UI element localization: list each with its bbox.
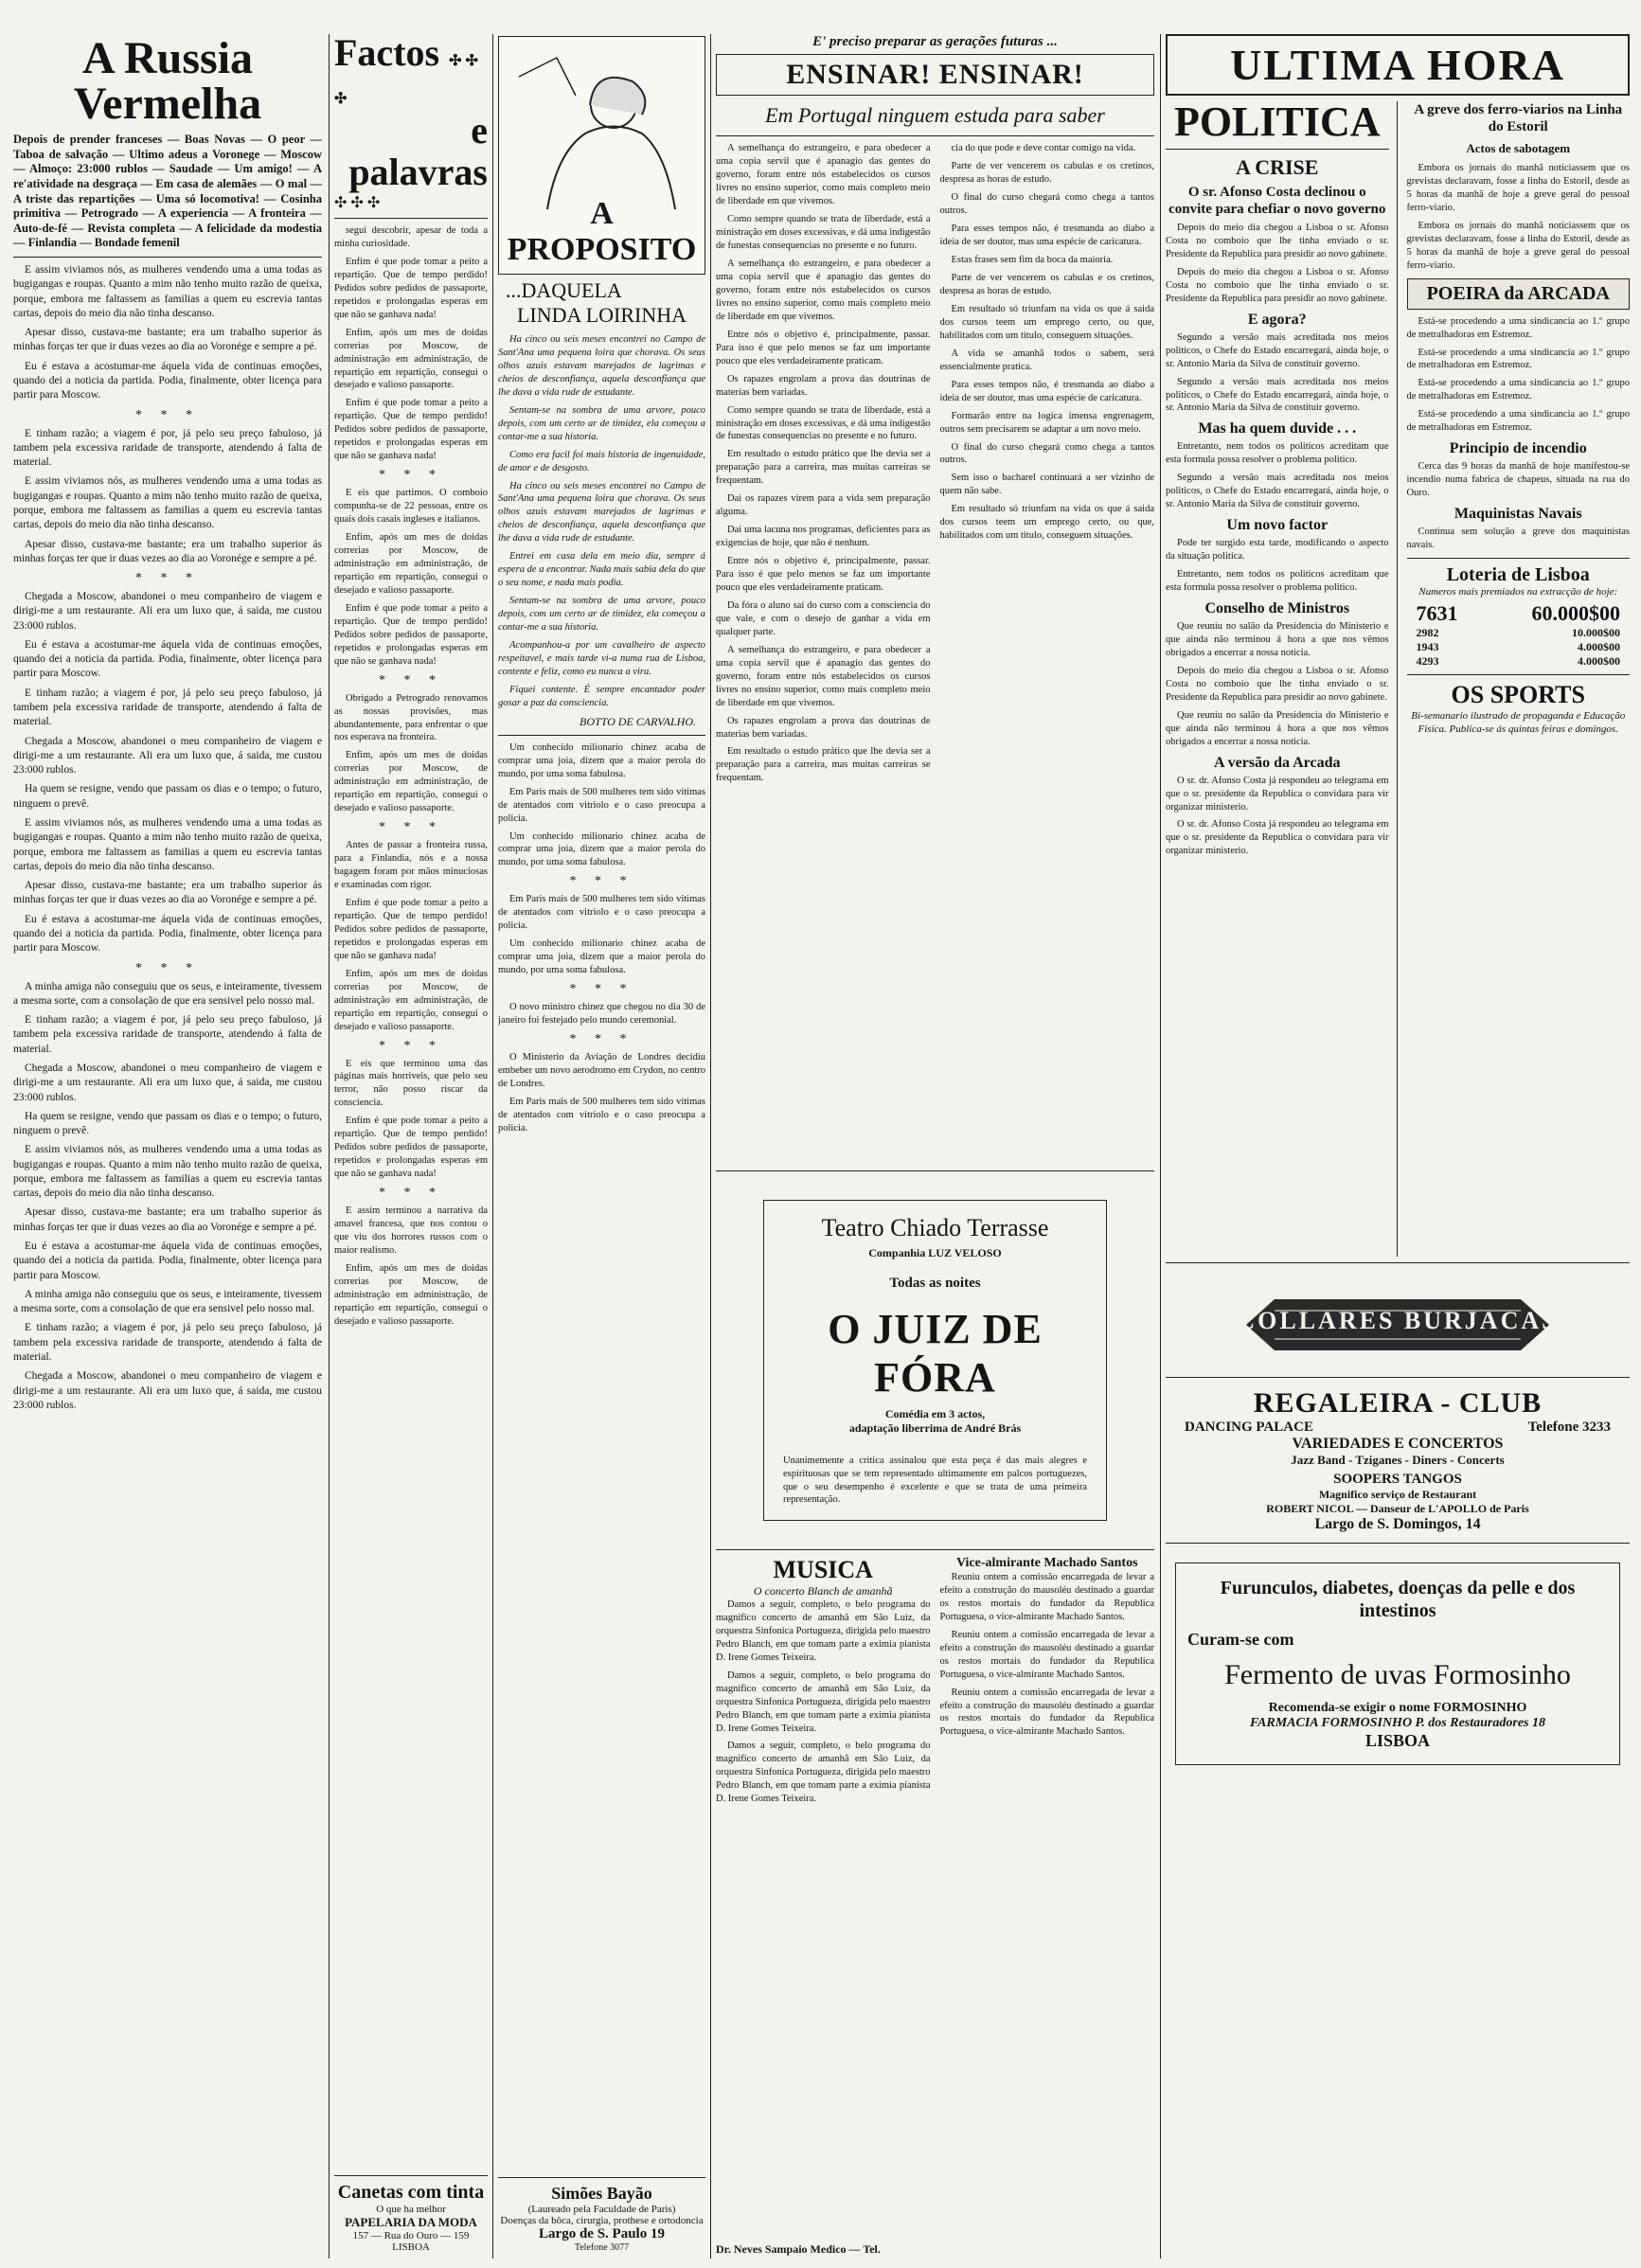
ensinar-body [716, 142, 1154, 1165]
article-paragraph: Está-se procedendo a uma sindicancia ao 1.º grupo de metralhadoras em Estremoz. [1406, 409, 1630, 434]
article-paragraph: Os rapazes engrolam a prova das doutrinas de materias bem variadas. [716, 373, 931, 398]
regaleira-line: Largo de S. Domingos, 14 [1314, 1516, 1481, 1532]
theatre-play: O JUIZ DE FÓRA [828, 1306, 1043, 1402]
doctor-ad: Dr. Neves Sampaio Medico — Tel. [716, 2241, 881, 2259]
regaleira-dancing: DANCING PALACE [1185, 1420, 1313, 1435]
ad-title: Canetas com tinta [337, 2182, 485, 2203]
article-paragraph: O novo ministro chinez que chegou no dia 30 de janeiro foi festejado pelo mundo ceremonial. [498, 1002, 705, 1027]
ad-line: LISBOA [392, 2241, 430, 2253]
theatre-name: Teatro Chiado Terrasse [821, 1214, 1049, 1242]
divider [498, 735, 705, 736]
collares-title: COLLARES BURJACAS [1237, 1307, 1559, 1334]
divider [13, 257, 322, 258]
article-paragraph: Damos a seguir, completo, o belo programa do magnifico concerto de amanhã em São Luiz, da orquestra Sinfonica Portugueza, dirigida pelo maestro Pedro Blanch, em que tomam parte a eximia pianista D. Irene Gomes Teixeira. [716, 1741, 931, 1805]
collares-banner [1237, 1292, 1559, 1358]
theatre-desc: adaptação liberrima de André Brás [848, 1421, 1022, 1436]
article-paragraph: Chegada a Moscow, abandonei o meu companheiro de viagem e dirigi-me a um restaurante. Ali era um luxo que, á saida, me custou 23:000 rublos. [13, 735, 322, 777]
divider [1166, 1262, 1630, 1263]
theatre-desc: Comédia em 3 actos, [884, 1407, 986, 1421]
politica-title: POLITICA [1173, 101, 1381, 145]
article-paragraph: Enfim é que pode tomar a peito a repartição. Que de tempo perdido! Pedidos sobre pedidos de passaporte, repetidos e prolongadas esperas em que não se ganhava nada! [334, 398, 488, 462]
incendio-title: Principio de incendio [1449, 440, 1587, 457]
greve-section [1407, 101, 1631, 1257]
deco-ornament: ✣ ✣ ✣ [334, 195, 381, 211]
article-paragraph: Apesar disso, custava-me bastante; era um trabalho superior ás minhas forças ter que ir duas vezes ao dia ao Voronége e sempre a pé. [13, 880, 322, 906]
article-paragraph: Dai os rapazes virem para a vida sem preparação alguma. [716, 493, 931, 518]
theatre-ad [763, 1200, 1107, 1521]
article-paragraph: Estas frases sem fim da boca da maioria. [951, 255, 1114, 266]
article-paragraph: Reuniu ontem a comissão encarregada de levar a efeito a construção do mausoléu destinado a guardar os restos mortais do fundador da Republica Portuguesa, o vice-almirante Machado Santos. [939, 1629, 1154, 1680]
article-paragraph: Chegada a Moscow, abandonei o meu companheiro de viagem e dirigi-me a um restaurante. Ali era um luxo que, á saida, me custou 23:000 rublos. [13, 591, 322, 632]
musica-title: MUSICA [773, 1555, 873, 1583]
article-paragraph: Para esses tempos não, é tresmanda ao diabo a ideia de ser doutor, mas uma espécie de caricatura. [939, 379, 1154, 403]
article-paragraph: O final do curso chegará como chega a tantos outros. [939, 441, 1154, 466]
loteria-prize: 60.000$00 [1531, 601, 1620, 626]
loteria-title: Loteria de Lisboa [1446, 564, 1590, 586]
article-paragraph: E assim viviamos nós, as mulheres vendendo uma a uma todas as bugigangas e roupas. Quanto a mim não tenho muito razão de queixa, porque, embora me faltassem as familias a quem eu escrevia tantas cartas, depois do meio dia não tinha descanso. [13, 817, 322, 872]
sports-title: OS SPORTS [1451, 681, 1585, 709]
article-paragraph: Que reuniu no salão da Presidencia do Ministerio e que ainda não terminou á hora a que nos vêmos obrigados a encerrar a nossa noticia. [1166, 709, 1389, 747]
theatre-company: Companhia LUZ VELOSO [868, 1246, 1002, 1260]
vice-title: Vice-almirante Machado Santos [955, 1555, 1138, 1570]
regaleira-line: VARIEDADES E CONCERTOS [1292, 1436, 1504, 1452]
article-paragraph: Um conhecido milionario chinez acaba de comprar uma joia, dizem que a maior perola do mundo, por uma soma fabulosa. [498, 938, 705, 976]
article-paragraph: Embora os jornais do manhã noticiassem que os grevistas declaravam, fosse a linha do Estoril, desde as 5 horas da manhã de hoje a greve geral do pessoal ferro-viario. [1406, 220, 1630, 271]
article-paragraph: Obrigado a Petrogrado renovamos as nossas provisões, mas abundantemente, para enfrentar o que nos esperava na fronteira. [334, 692, 488, 743]
crise-title: A CRISE [1236, 155, 1319, 179]
article-paragraph: Em resultado o estudo prático que lhe devia ser a preparação para a carreira, mas muitas carreiras se frequentam. [716, 449, 931, 487]
article-paragraph: E assim viviamos nós, as mulheres vendendo uma a uma todas as bugigangas e roupas. Quanto a mim não tenho muito razão de queixa, porque, embora me faltassem as familias a quem eu escrevia tantas cartas, depois do meio dia não tinha descanso. [13, 1144, 322, 1200]
article-paragraph: Em Paris mais de 500 mulheres tem sido vitimas de atentados com vitriolo e o caso preocupa a policia. [498, 786, 705, 824]
article-paragraph: Depois do meio dia chegou a Lisboa o sr. Afonso Costa no comboio que lhe tinha enviado o sr. Presidente da Republica para presidir ao novo gabinete. [1166, 266, 1389, 304]
loteria-number: 4293 [1416, 654, 1439, 669]
article-paragraph: Entrei em casa dela em meio dia, sempre á espera de a encontrar. Nada mais sabia dela do que o seu nome, e nada mais podia. [498, 551, 705, 589]
article-paragraph: Segundo a versão mais acreditada nos meios politicos, o Chefe do Estado encarregará, ainda hoje, o sr. Antonio Maria da Silva de constituir governo. [1166, 473, 1389, 510]
article-paragraph: Chegada a Moscow, abandonei o meu companheiro de viagem e dirigi-me a um restaurante. Ali era um luxo que, á saida, me custou 23:000 rublos. [13, 1062, 322, 1103]
column-a-proposito [498, 34, 705, 2259]
furunculos-city: LISBOA [1365, 1731, 1431, 1750]
regaleira-line: ROBERT NICOL — Danseur de L'APOLLO de Paris [1266, 1502, 1529, 1515]
divider [334, 218, 488, 219]
ultima-hora-body [1166, 101, 1630, 1257]
article-paragraph: Parte de ver vencerem os cabulas e os cretinos, despresa as horas de estudo. [939, 273, 1154, 296]
regaleira-ad [1166, 1384, 1630, 1537]
section-stars: * * * [569, 1031, 634, 1046]
furunculos-title: Furunculos, diabetes, doenças da pelle e dos intestinos [1220, 1578, 1576, 1621]
article-paragraph: O sr. dr. Afonso Costa já respondeu ao telegrama em que o sr. presidente da Republica o convidara para vir organizar ministerio. [1166, 775, 1389, 813]
ad-line: Telefone 3077 [574, 2242, 630, 2253]
article-paragraph: Sentam-se na sombra de uma arvore, pouco depois, com um certo ar de timidez, ela começou a contar-me a sua historia. [498, 596, 705, 634]
factos-title: Factos ✣ ✣ ✣ [334, 34, 478, 107]
theatre-review: Unanimemente a critica assinalou que esta peça é das mais alegres e espirituosas que se tem representado ultimamente em palcos portuguezes, que o seu desempenho é excelente e que se trata de uma primeira representação. [783, 1455, 1087, 1506]
section-stars: * * * [379, 820, 443, 835]
article-paragraph: Entretanto, nem todos os politicos acreditam que esta formula possa resolver o problema politico. [1166, 569, 1389, 594]
article-paragraph: Enfim é que pode tomar a peito a repartição. Que de tempo perdido! Pedidos sobre pedidos de passaporte, repetidos e prolongadas esperas em que não se ganhava nada! [334, 256, 488, 320]
section-stars: * * * [379, 1038, 443, 1053]
article-paragraph: Depois do meio dia chegou a Lisboa o sr. Afonso Costa no comboio que lhe tinha enviado o sr. Presidente da Republica para presidir ao novo gabinete. [1166, 665, 1389, 703]
furunculos-cure: Curam-se com [1187, 1630, 1294, 1649]
article-paragraph: O Ministerio da Aviação de Londres decidiu embeber um novo aerodromo em Crydon, no centro de Londres. [498, 1051, 705, 1089]
loteria-subtitle: Numeros mais premiados na extracção de hoje: [1418, 586, 1618, 598]
subheadline: Em Portugal ninguem estuda para saber [765, 103, 1105, 127]
article-paragraph: E tinham razão; a viagem é por, já pelo seu preço fabuloso, já tambem pela excessiva raridade de transporte, atendendo á falta de material. [13, 427, 322, 469]
article-paragraph: Entretanto, nem todos os politicos acreditam que esta formula possa resolver o problema politico. [1166, 441, 1389, 466]
article-paragraph: Chegada a Moscow, abandonei o meu companheiro de viagem e dirigi-me a um restaurante. Ali era um luxo que, á saida, me custou 23:000 rublos. [13, 1370, 322, 1411]
article-paragraph: Ha quem se resigne, vendo que passam os dias e o tempo; o futuro, ninguem o prevê. [13, 783, 322, 810]
loteria-row [1417, 601, 1621, 626]
furunculos-product: Fermento de uvas Formosinho [1224, 1659, 1571, 1690]
musica-subtitle: O concerto Blanch de amanhã [753, 1583, 893, 1598]
section-stars: * * * [135, 960, 200, 975]
article-paragraph: Eu é estava a acostumar-me áquela vida de continuas emoções, quando dei a noticia da partida. Podia, finalmente, obter licença para partir para Moscow. [13, 1241, 322, 1281]
regaleira-line: Jazz Band - Tziganes - Diners - Concerts [1291, 1453, 1505, 1467]
article-paragraph: Parte de ver vencerem os cabulas e os cretinos, despresa as horas de estudo. [939, 161, 1154, 186]
article-paragraph: Enfim é que pode tomar a peito a repartição. Que de tempo perdido! Pedidos sobre pedidos de passaporte, repetidos e prolongadas esperas em que não se ganhava nada! [334, 897, 488, 961]
column-rule [492, 34, 493, 2259]
furunculos-pharm: FARMACIA FORMOSINHO P. dos Restauradores 18 [1250, 1716, 1545, 1730]
article-paragraph: Formarão entre na logica imensa engrenagem, outros sem precisarem se adaptar a um novo meio. [939, 410, 1154, 435]
ad-line: 157 — Rua do Ouro — 159 [352, 2230, 470, 2241]
regaleira-line: SOOPERS TANGOS [1333, 1472, 1462, 1487]
article-paragraph: Como sempre quando se trata de liberdade, está a ministração em doses excessivas, e dá uma indigestão de funestas consequencias no presente e no futuro. [716, 214, 931, 252]
article-paragraph: Segundo a versão mais acreditada nos meios politicos, o Chefe do Estado encarregará, ainda hoje, o sr. Antonio Maria da Silva de constituir governo. [1166, 331, 1389, 369]
article-paragraph: E assim terminou a narrativa da amavel francesa, que nos contou o que viu dos horrores russos com o maior realismo. [334, 1205, 488, 1256]
divider [716, 1170, 1154, 1171]
article-paragraph: Que reuniu no salão da Presidencia do Ministerio e que ainda não terminou á hora a que nos vêmos obrigados a encerrar a nossa noticia. [1166, 621, 1389, 658]
loteria-number: 2982 [1416, 626, 1439, 640]
article-paragraph: Dai uma lacuna nos programas, deficientes para as exigencias de hoje, que não é nenhum. [716, 525, 931, 549]
factos-title-bottom: e palavras [348, 109, 488, 193]
article-paragraph: Depois do meio dia chegou a Lisboa o sr. Afonso Costa no comboio que lhe tinha enviado o sr. Presidente da Republica para presidir ao novo gabinete. [1166, 223, 1389, 259]
divider [1166, 1543, 1630, 1544]
column-rule [1160, 34, 1161, 2259]
article-paragraph: Apesar disso, custava-me bastante; era um trabalho superior ás minhas forças ter que ir duas vezes ao dia ao Voronége e sempre a pé. [13, 538, 322, 564]
crise-lead: O sr. Afonso Costa declinou o convite para chefiar o novo governo [1168, 185, 1386, 217]
article-paragraph: Sem isso o bacharel continuará a ser vizinho de quem não sabe. [939, 473, 1154, 497]
loteria-row [1417, 654, 1621, 669]
article-paragraph: Em resultado só triunfam na vida os que á saida dos cursos teem um emprego certo, ou que, habilitados com um titulo, conseguem situações. [939, 504, 1154, 542]
section-stars: * * * [135, 571, 200, 586]
ad-simoes-bayao [498, 2177, 705, 2259]
section-stars: * * * [379, 468, 443, 483]
furunculos-ad [1175, 1563, 1620, 1765]
article-paragraph: Enfim, após um mes de doidas correrias por Moscow, de administração em administração, de repartição em repartição, consegui o desejado e valioso passaporte. [334, 750, 488, 814]
article-paragraph: E assim viviamos nós, as mulheres vendendo uma a uma todas as bugigangas e roupas. Quanto a mim não tenho muito razão de queixa, porque, embora me faltassem as familias a quem eu escrevia tantas cartas, depois do meio dia não tinha descanso. [13, 475, 322, 531]
loteria-row [1417, 626, 1621, 640]
article-paragraph: Está-se procedendo a uma sindicancia ao 1.º grupo de metralhadoras em Estremoz. [1406, 378, 1630, 402]
author-signature: BOTTO DE CARVALHO. [579, 714, 696, 728]
article-paragraph: Entre nós o objetivo é, principalmente, passar. Para isso é que pelo menos se faz um importante pouco que eles verdadeiramente praticam. [716, 556, 931, 593]
article-paragraph: O sr. dr. Afonso Costa já respondeu ao telegrama em que o sr. presidente da Republica o convidara para vir organizar ministerio. [1166, 819, 1389, 857]
article-paragraph: Para esses tempos não, é tresmanda ao diabo a ideia de ser doutor, mas uma espécie de caricatura. [939, 223, 1154, 248]
greve-title: A greve dos ferro-viarios na Linha do Estoril [1414, 102, 1623, 134]
divider [1407, 558, 1631, 559]
ad-line: PAPELARIA DA MODA [345, 2215, 477, 2229]
loteria-prize: 4.000$00 [1578, 640, 1620, 654]
article-paragraph: Apesar disso, custava-me bastante; era um trabalho superior ás minhas forças ter que ir duas vezes ao dia ao Voronége e sempre a pé. [13, 1206, 322, 1233]
article-paragraph: O final do curso chegará como chega a tantos outros. [939, 192, 1154, 217]
article-paragraph: Está-se procedendo a uma sindicancia ao 1.º grupo de metralhadoras em Estremoz. [1406, 315, 1630, 340]
music-and-vice [716, 1556, 1154, 1811]
article-title: A Russia Vermelha [73, 34, 262, 129]
maquinistas-title: Maquinistas Navais [1454, 506, 1582, 523]
theatre-nights: Todas as noites [889, 1276, 981, 1292]
ad-line: Doenças da bôca, cirurgia, prothese e ortodoncia [500, 2215, 704, 2226]
section-stars: * * * [135, 407, 200, 422]
article-paragraph: A semelhança do estrangeiro, e para obedecer a uma copia servil que é apanagio das gentes do governo, foram entre nós estabelecidos os cursos livres no ensino superior, como mais completo meio de liberdade em que vivemos. [716, 644, 931, 708]
proposito-title: A PROPOSITO [507, 196, 697, 267]
article-paragraph: E eis que terminou uma das páginas mais horriveis, que pelo seu terror, não posso riscar da consciencia. [334, 1058, 488, 1109]
loteria-prize: 4.000$00 [1578, 654, 1620, 669]
column-factos-palavras [334, 34, 488, 2259]
article-paragraph: Enfim, após um mes de doidas correrias por Moscow, de administração em administração, de repartição em repartição, consegui o desejado e valioso passaporte. [334, 532, 488, 596]
article-paragraph: A semelhança do estrangeiro, e para obedecer a uma copia servil que é apanagio das gentes do governo, foram entre nós estabelecidos os cursos livres no ensino superior, como mais completo meio de liberdade em que vivemos. [716, 143, 931, 207]
article-paragraph: Enfim é que pode tomar a peito a repartição. Que de tempo perdido! Pedidos sobre pedidos de passaporte, repetidos e prolongadas esperas em que não se ganhava nada! [334, 1116, 488, 1180]
masthead: ULTIMA HORA [1166, 34, 1630, 96]
sabotagem-title: Actos de sabotagem [1466, 141, 1571, 155]
conselho-title: Conselho de Ministros [1204, 600, 1350, 617]
article-paragraph: Como sempre quando se trata de liberdade, está a ministração em doses excessivas, e dá uma indigestão de funestas consequencias no presente e no futuro. [716, 404, 931, 442]
duvide-title: Mas ha quem duvide . . . [1198, 420, 1357, 438]
article-paragraph: Um conhecido milionario chinez acaba de comprar uma joia, dizem que a maior perola do mundo, por uma soma fabulosa. [498, 741, 705, 779]
article-paragraph: Eu é estava a acostumar-me áquela vida de continuas emoções, quando dei a noticia da partida. Podia, finalmente, obter licença para partir para Moscow. [13, 638, 322, 680]
article-paragraph: Em resultado o estudo prático que lhe devia ser a preparação para a carreira, mas muitas carreiras se frequentam. [716, 746, 931, 784]
article-paragraph: Enfim, após um mes de doidas correrias por Moscow, de administração em administração, de repartição em repartição, consegui o desejado e valioso passaporte. [334, 327, 488, 391]
regaleira-line [1166, 1420, 1630, 1436]
article-paragraph: Ha quem se resigne, vendo que passam os dias e o tempo; o futuro, ninguem o prevê. [13, 1110, 322, 1137]
article-paragraph: E eis que partimos. O comboio compunha-se de 22 pessoas, entre os quais dois casais ingleses e italianos. [334, 488, 488, 526]
column-rule [710, 34, 711, 2259]
ad-title: Simões Bayão [551, 2184, 652, 2203]
article-paragraph: Eu é estava a acostumar-me áquela vida de continuas emoções, quando dei a noticia da partida. Podia, finalmente, obter licença para partir para Moscow. [13, 360, 322, 402]
section-stars: * * * [569, 874, 634, 889]
article-paragraph: A semelhança do estrangeiro, e para obedecer a uma copia servil que é apanagio das gentes do governo, foram entre nós estabelecidos os cursos livres no ensino superior, como mais completo meio de liberdade em que vivemos. [716, 259, 931, 322]
article-paragraph: Enfim, após um mes de doidas correrias por Moscow, de administração em administração, de repartição em repartição, consegui o desejado e valioso passaporte. [334, 1262, 488, 1327]
article-paragraph: Continua sem solução a greve dos maquinistas navais. [1406, 527, 1630, 551]
article-paragraph: A minha amiga não conseguiu que os seus, e inteiramente, tivessem a mesma sorte, com a consolação de que era sensivel pelo nosso mal. [13, 1288, 322, 1315]
subtitle: LINDA LOIRINHA [516, 303, 687, 327]
ad-line: Largo de S. Paulo 19 [539, 2226, 665, 2241]
regaleira-line: Magnifico serviço de Restaurant [1318, 1488, 1477, 1501]
section-stars: * * * [569, 982, 634, 997]
article-paragraph: Embora os jornais do manhã noticiassem que os grevistas declaravam, fosse a linha do Estoril, desde as 5 horas da manhã de hoje a greve geral do pessoal ferro-viario. [1406, 163, 1630, 213]
article-paragraph: Fiquei contente. É sempre encantador poder gosar a paz da consciencia. [498, 684, 705, 708]
article-paragraph: Ha cinco ou seis meses encontrei no Campo de Sant'Ana uma pequena loira que chorava. Os seus olhos azuis estavam marejados de lagrimas e cheios de desconfiança, aquela desconfiança que lhe dava a vida rude de estudante. [498, 334, 705, 398]
kicker: E' preciso preparar as gerações futuras ... [812, 34, 1058, 49]
article-paragraph: Como era facil foi mais historia de ingenuidade, de amor e de desgosto. [498, 449, 705, 473]
factor-title: Um novo factor [1226, 517, 1329, 534]
furunculos-rec: Recomenda-se exigir o nome FORMOSINHO [1268, 1701, 1527, 1715]
article-paragraph: Reuniu ontem a comissão encarregada de levar a efeito a construção do mausoléu destinado a guardar os restos mortais do fundador da Republica Portuguesa, o vice-almirante Machado Santos. [939, 1687, 1154, 1738]
ad-line: O que ha melhor [376, 2204, 446, 2215]
ad-line: (Laureado pela Faculdade de Paris) [527, 2204, 676, 2215]
article-paragraph: Em Paris mais de 500 mulheres tem sido vitimas de atentados com vitriolo e o caso preocupa a policia. [498, 1096, 705, 1134]
divider [1166, 149, 1389, 150]
article-paragraph: Damos a seguir, completo, o belo programa do magnifico concerto de amanhã em São Luiz, da orquestra Sinfonica Portugueza, dirigida pelo maestro Pedro Blanch, em que tomam parte a eximia pianista D. Irene Gomes Teixeira. [716, 1670, 931, 1734]
article-paragraph: Damos a seguir, completo, o belo programa do magnifico concerto de amanhã em São Luiz, da orquestra Sinfonica Portugueza, dirigida pelo maestro Pedro Blanch, em que tomam parte a eximia pianista D. Irene Gomes Teixeira. [716, 1598, 931, 1663]
article-paragraph: Ha cinco ou seis meses encontrei no Campo de Sant'Ana uma pequena loira que chorava. Os seus olhos azuis estavam marejados de lagrimas e cheios de desconfiança, aquela desconfiança que lhe dava a vida rude de estudante. [498, 480, 705, 545]
article-paragraph: Enfim, após um mes de doidas correrias por Moscow, de administração em administração, de repartição em repartição, consegui o desejado e valioso passaporte. [334, 968, 488, 1032]
article-paragraph: Enfim é que pode tomar a peito a repartição. Que de tempo perdido! Pedidos sobre pedidos de passaporte, repetidos e prolongadas esperas em que não se ganhava nada! [334, 602, 488, 667]
article-paragraph: Está-se procedendo a uma sindicancia ao 1.º grupo de metralhadoras em Estremoz. [1406, 347, 1630, 371]
section-stars: * * * [379, 1186, 443, 1201]
versao-title: A versão da Arcada [1214, 754, 1341, 771]
article-paragraph: Em Paris mais de 500 mulheres tem sido vitimas de atentados com vitriolo e o caso preocupa a policia. [498, 894, 705, 932]
deco-ornament: ✣ ✣ ✣ [334, 53, 478, 107]
article-paragraph: E tinham razão; a viagem é por, já pelo seu preço fabuloso, já tambem pela excessiva raridade de transporte, atendendo á falta de material. [13, 1322, 322, 1363]
divider [1166, 1377, 1630, 1378]
article-paragraph: Antes de passar a fronteira russa, para a Finlandia, nós e a nossa bagagem foram por mãos minuciosas e examinadas com rigor. [334, 840, 488, 891]
article-paragraph: Apesar disso, custava-me bastante; era um trabalho superior ás minhas forças ter que ir duas vezes ao dia ao Voronége e sempre a pé. [13, 327, 322, 353]
divider [716, 135, 1154, 136]
subtitle: ...DAQUELA [506, 278, 622, 302]
article-paragraph: Sentam-se na sombra de uma arvore, pouco depois, com um certo ar de timidez, ela começou a contar-me a sua historia. [498, 404, 705, 442]
article-paragraph: segui descobrir, apesar de toda a minha curiosidade. [334, 225, 488, 249]
section-stars: * * * [379, 672, 443, 688]
ad-canetas [334, 2175, 488, 2259]
article-paragraph: Cerca das 9 horas da manhã de hoje manifestou-se incendio numa fabrica de chapeus, situada na rua do Ouro. [1406, 461, 1630, 499]
article-paragraph: E tinham razão; a viagem é por, já pelo seu preço fabuloso, já tambem pela excessiva raridade de transporte, atendendo á falta de material. [13, 687, 322, 728]
loteria-table [1417, 601, 1621, 669]
loteria-prize: 10.000$00 [1572, 626, 1620, 640]
article-paragraph: Pode ter surgido esta tarde, modificando o aspecto da situação politica. [1166, 538, 1389, 563]
column-russia-vermelha [13, 34, 322, 2259]
sports-text: Bi-semanario ilustrado de propaganda e Educação Fisica. Publica-se ás quintas feiras e domingos. [1411, 710, 1626, 736]
column-ensinar [716, 34, 1154, 2259]
article-paragraph: Entre nós o objetivo é, principalmente, passar. Para isso é que pelo menos se faz um importante pouco que eles verdadeiramente praticam. [716, 329, 931, 366]
regaleira-phone: Telefone 3233 [1527, 1420, 1611, 1435]
divider [1407, 674, 1631, 675]
article-paragraph: E tinham razão; a viagem é por, já pelo seu preço fabuloso, já tambem pela excessiva raridade de transporte, atendendo á falta de material. [13, 1014, 322, 1055]
article-paragraph: Da fóra o aluno saí do curso com a consciencia do que vale, e com o desejo de ganhar a vida em qualquer parte. [716, 599, 931, 637]
article-paragraph: Em resultado só triunfam na vida os que á saida dos cursos teem um emprego certo, ou que, habilitados com um titulo, conseguem situações. [939, 303, 1154, 341]
article-paragraph: A vida se amanhã todos o sabem, será essencialmente pratica. [939, 348, 1154, 372]
divider [716, 1549, 1154, 1550]
article-paragraph: Reuniu ontem a comissão encarregada de levar a efeito a construção do mausoléu destinado a guardar os restos mortais do fundador da Republica Portuguesa, o vice-almirante Machado Santos. [939, 1571, 1154, 1622]
loteria-number: 1943 [1416, 640, 1439, 654]
article-summary: Depois de prender franceses — Boas Novas — O peor — Taboa de salvação — Ultimo adeus a Voronege — Moscow — Almoço: 23:000 rublos — Saudade — Um amigo! — A re'atividade na desgraça — Em casa de alemães — O mal — A triste das repartições — Uma só locomotiva! — Cosinha primitiva — Petrogrado — A experiencia — A fronteira — Auto-de-fé — Revista completa — A felicidade da modestia — Finlandia — Bondade femenil [13, 133, 322, 250]
illustration [498, 36, 705, 275]
article-paragraph: E assim viviamos nós, as mulheres vendendo uma a uma todas as bugigangas e roupas. Quanto a mim não tenho muito razão de queixa, porque, embora me faltassem as familias a quem eu escrevia tantas cartas, depois do meio dia não tinha descanso. [13, 264, 322, 319]
loteria-row [1417, 640, 1621, 654]
loteria-number: 7631 [1416, 601, 1458, 626]
article-paragraph: A minha amiga não conseguiu que os seus, e inteiramente, tivessem a mesma sorte, com a consolação de que era sensivel pelo nosso mal. [13, 980, 322, 1007]
article-paragraph: Eu é estava a acostumar-me áquela vida de continuas emoções, quando dei a noticia da partida. Podia, finalmente, obter licença para partir para Moscow. [13, 913, 322, 955]
poeira-title: POEIRA da ARCADA [1407, 278, 1631, 310]
article-paragraph: cia do que pode e deve contar comigo na vida. [951, 143, 1136, 154]
article-paragraph: Acompanhou-a por um cavalheiro de aspecto respeitavel, e mais tarde vi-a numa rua de Lisboa, contente e feliz, como eu nunca a vira. [498, 640, 705, 677]
column-ultima-hora [1166, 34, 1630, 2259]
article-paragraph: Os rapazes engrolam a prova das doutrinas de materias bem variadas. [716, 715, 931, 740]
article-paragraph: Um conhecido milionario chinez acaba de comprar uma joia, dizem que a maior perola do mundo, por uma soma fabulosa. [498, 830, 705, 868]
agora-title: E agora? [1247, 311, 1307, 328]
regaleira-title: REGALEIRA - CLUB [1253, 1387, 1543, 1419]
column-rule [329, 34, 330, 2259]
headline: ENSINAR! ENSINAR! [716, 54, 1154, 96]
article-paragraph: Segundo a versão mais acreditada nos meios politicos, o Chefe do Estado encarregará, ainda hoje, o sr. Antonio Maria da Silva de constituir governo. [1166, 376, 1389, 414]
politica-section [1166, 101, 1398, 1257]
